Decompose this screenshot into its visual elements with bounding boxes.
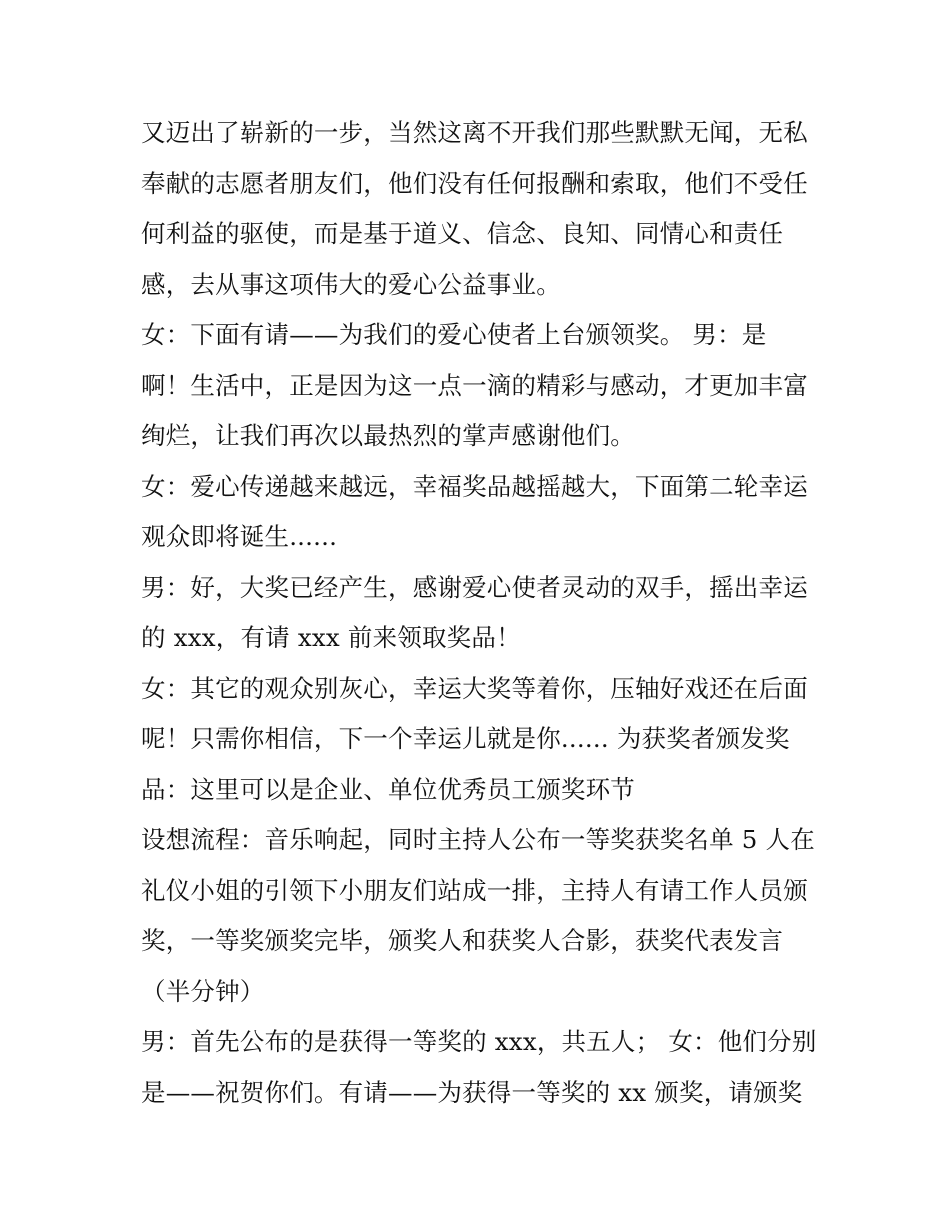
text-line: 何利益的驱使，而是基于道义、信念、良知、同情心和责任 [141, 219, 784, 248]
text-line: 品：这里可以是企业、单位优秀员工颁奖环节 [141, 774, 635, 804]
text-line: 感，去从事这项伟大的爱心公益事业。 [141, 269, 561, 299]
text-line: 礼仪小姐的引领下小朋友们站成一排，主持人有请工作人员颁 [141, 875, 808, 905]
text-line: 观众即将诞生...... [141, 522, 338, 551]
text-line: （半分钟） [141, 976, 265, 1006]
text-line: 女：下面有请——为我们的爱心使者上台颁领奖。 男：是 [141, 320, 767, 349]
text-line: 男：好，大奖已经产生，感谢爱心使者灵动的双手，摇出幸运 [141, 572, 808, 602]
document-body [141, 108, 831, 1118]
text-line: 绚烂，让我们再次以最热烈的掌声感谢他们。 [141, 421, 635, 450]
text-line: 设想流程：音乐响起，同时主持人公布一等奖获奖名单 5 人在 [141, 825, 815, 854]
text-line: 奉献的志愿者朋友们，他们没有任何报酬和索取，他们不受任 [141, 168, 808, 198]
text-line: 是——祝贺你们。有请——为获得一等奖的 xx 颁奖，请颁奖 [141, 1077, 803, 1107]
text-line: 男：首先公布的是获得一等奖的 xxx，共五人； 女：他们分别 [141, 1027, 817, 1056]
text-line: 呢！只需你相信，下一个幸运儿就是你...... 为获奖者颁发奖 [141, 724, 790, 753]
text-line: 啊！生活中，正是因为这一点一滴的精彩与感动，才更加丰富 [141, 370, 808, 400]
text-line: 女：爱心传递越来越远，幸福奖品越摇越大，下面第二轮幸运 [141, 471, 808, 501]
text-line: 奖，一等奖颁奖完毕，颁奖人和获奖人合影，获奖代表发言 [141, 926, 784, 955]
text-line: 又迈出了崭新的一步，当然这离不开我们那些默默无闻，无私 [141, 118, 808, 147]
text-line: 女：其它的观众别灰心，幸运大奖等着你，压轴好戏还在后面 [141, 673, 808, 703]
text-line: 的 xxx，有请 xxx 前来领取奖品！ [141, 623, 521, 652]
